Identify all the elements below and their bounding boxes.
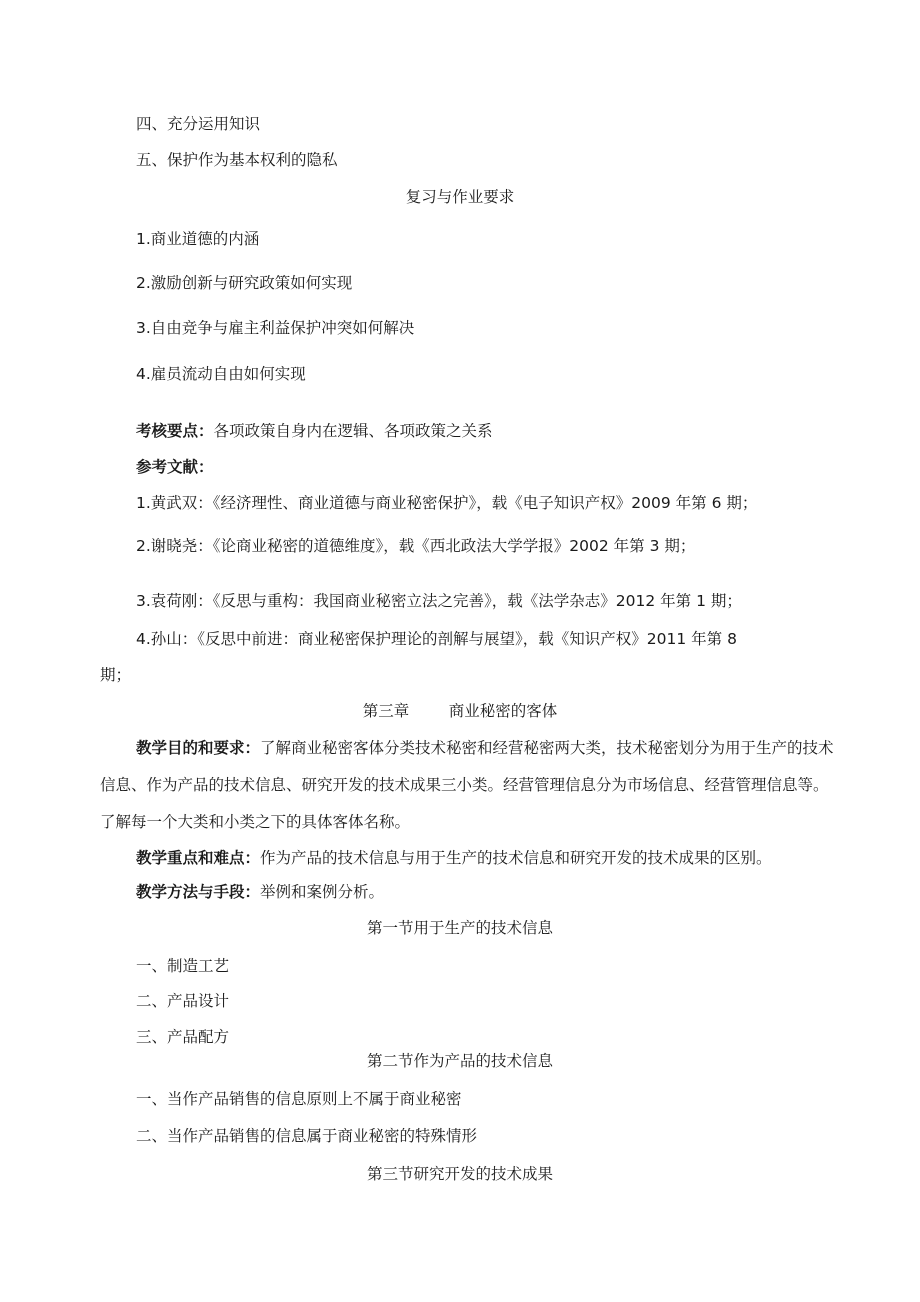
- teaching-key-points: [136, 847, 772, 869]
- teaching-method: [136, 881, 384, 903]
- list-item: 3.自由竞争与雇主利益保护冲突如何解决: [136, 319, 415, 337]
- key-label: 教学重点和难点：: [136, 849, 261, 867]
- reference-item: 4.孙山：《反思中前进：商业秘密保护理论的剖解与展望》，载《知识产权》2011 年第 8: [136, 630, 737, 648]
- goal-text: 了解商业秘密客体分类技术秘密和经营秘密两大类，技术秘密划分为用于生产的技术信息、作为产品的技术信息、研究开发的技术成果三小类。经营管理信息分为市场信息、经营管理信息等。了解每一个大类和小类之下的具体客体名称。: [100, 739, 834, 831]
- chapter-title: 第三章 商业秘密的客体: [362, 702, 558, 720]
- refs-label: 参考文献：: [136, 458, 214, 476]
- teaching-goal: [100, 730, 840, 841]
- list-item: 一、制造工艺: [136, 957, 230, 975]
- reference-item: 1.黄武双：《经济理性、商业道德与商业秘密保护》，载《电子知识产权》2009 年第 6 期；: [136, 494, 758, 512]
- list-item: 五、保护作为基本权利的隐私: [136, 151, 338, 169]
- section-title: 第一节用于生产的技术信息: [366, 919, 553, 937]
- list-item: 四、充分运用知识: [136, 115, 261, 133]
- list-item: 2.激励创新与研究政策如何实现: [136, 274, 353, 292]
- section-heading: 复习与作业要求: [405, 188, 515, 206]
- list-item: 一、当作产品销售的信息原则上不属于商业秘密: [136, 1090, 462, 1108]
- section-title: 第二节作为产品的技术信息: [366, 1052, 553, 1070]
- key-text: 作为产品的技术信息与用于生产的技术信息和研究开发的技术成果的区别。: [260, 849, 772, 867]
- method-label: 教学方法与手段：: [136, 883, 261, 901]
- exam-text: 各项政策自身内在逻辑、各项政策之关系: [213, 422, 493, 440]
- reference-item: 期；: [100, 666, 132, 684]
- reference-item: 2.谢晓尧：《论商业秘密的道德维度》，载《西北政法大学学报》2002 年第 3 期；: [136, 537, 696, 555]
- list-item: 二、当作产品销售的信息属于商业秘密的特殊情形: [136, 1127, 478, 1145]
- exam-label: 考核要点：: [136, 422, 214, 440]
- list-item: 1.商业道德的内涵: [136, 230, 260, 248]
- section-title: 第三节研究开发的技术成果: [366, 1165, 553, 1183]
- list-item: 二、产品设计: [136, 992, 230, 1010]
- list-item: 4.雇员流动自由如何实现: [136, 365, 306, 383]
- method-text: 举例和案例分析。: [260, 883, 385, 901]
- reference-item: 3.袁荷刚：《反思与重构：我国商业秘密立法之完善》，载《法学杂志》2012 年第 1 期；: [136, 592, 742, 610]
- goal-label: 教学目的和要求：: [136, 739, 261, 757]
- list-item: 三、产品配方: [136, 1028, 230, 1046]
- exam-points: [136, 420, 493, 442]
